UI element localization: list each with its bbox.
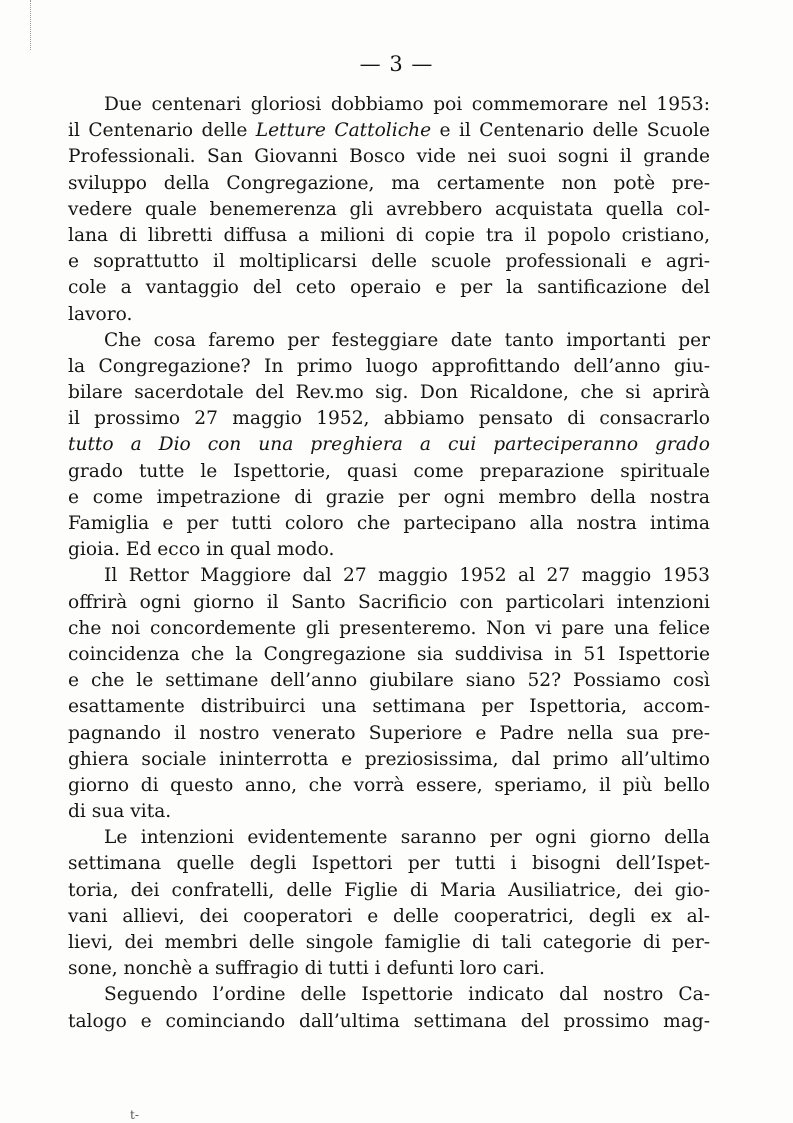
text-line — [68, 747, 710, 773]
text-line — [68, 459, 710, 485]
text-segment: esattamente distribuirci una settimana per Ispettoria, accom- — [68, 696, 710, 718]
text-segment: e soprattutto il moltiplicarsi delle scuole professionali e agri- — [68, 251, 710, 273]
text-segment: lana di libretti diffusa a milioni di copie tra il popolo cristiano, — [68, 224, 710, 246]
text-line — [68, 851, 710, 877]
text-segment: toria, dei confratelli, delle Figlie di Maria Ausiliatrice, dei gio- — [68, 879, 710, 901]
text-segment: pagnando il nostro venerato Superiore e Padre nella sua pre- — [68, 722, 710, 744]
text-line — [68, 144, 710, 170]
text-line — [68, 904, 710, 930]
text-line — [68, 1009, 710, 1035]
italic-text: Letture Cattoliche — [255, 120, 432, 142]
text-line — [68, 328, 710, 354]
text-segment: Professionali. San Giovanni Bosco vide nei suoi sogni il grande — [68, 146, 710, 168]
text-segment: che noi concordemente gli presenteremo. Non vi pare una felice — [68, 617, 710, 639]
text-segment: e il Centenario delle Scuole — [431, 120, 711, 142]
margin-dotted-mark — [30, 0, 33, 50]
text-segment: Che cosa faremo per festeggiare date tanto importanti per — [104, 329, 710, 351]
text-line — [68, 773, 710, 799]
text-segment: e che le settimane dell’anno giubilare siano 52? Possiamo così — [68, 670, 710, 692]
page-number: — 3 — — [359, 52, 434, 76]
text-segment: il Centenario delle — [68, 120, 256, 142]
text-segment: grado tutte le Ispettorie, quasi come preparazione spirituale — [68, 460, 710, 482]
text-line — [68, 563, 710, 589]
text-segment: Due centenari gloriosi dobbiamo poi commemorare nel 1953: — [104, 94, 710, 115]
text-line — [68, 982, 710, 1008]
text-segment: vedere quale benemerenza gli avrebbero acquistata quella col- — [68, 198, 710, 220]
text-segment: talogo e cominciando dall’ultima settimana del prossimo mag- — [68, 1010, 710, 1032]
text-segment: bilare sacerdotale del Rev.mo sig. Don Ricaldone, che si aprirà — [68, 382, 710, 404]
body-text — [68, 92, 710, 1035]
text-segment: Seguendo l’ordine delle Ispettorie indicato dal nostro Ca- — [104, 984, 710, 1006]
text-line — [68, 302, 710, 328]
text-line — [68, 511, 710, 537]
bottom-scan-mark: t- — [130, 1108, 139, 1122]
text-line — [68, 223, 710, 249]
text-line — [68, 878, 710, 904]
text-segment: lievi, dei membri delle singole famiglie di tali categorie di per- — [68, 932, 710, 953]
text-segment: lavoro. — [68, 303, 133, 325]
text-segment: vani allievi, dei cooperatori e delle cooperatrici, degli ex al- — [68, 905, 710, 927]
text-line — [68, 694, 710, 720]
text-segment: Il Rettor Maggiore dal 27 maggio 1952 al 27 maggio 1953 — [104, 565, 710, 587]
text-segment: sone, nonchè a suffragio di tutti i defunti loro cari. — [68, 958, 545, 980]
text-line — [68, 406, 710, 432]
text-segment: settimana quelle degli Ispettori per tutti i bisogni dell’Ispet- — [68, 853, 710, 875]
text-line — [68, 930, 710, 956]
text-line — [68, 537, 710, 563]
text-segment: gioia. Ed ecco in qual modo. — [68, 539, 335, 561]
text-line — [68, 380, 710, 406]
text-line — [68, 171, 710, 197]
text-line — [68, 668, 710, 694]
text-line — [68, 275, 710, 301]
text-line — [68, 721, 710, 747]
text-segment: Famiglia e per tutti coloro che partecipano alla nostra intima — [68, 513, 710, 534]
text-line — [68, 799, 710, 825]
text-segment: e come impetrazione di grazie per ogni membro della nostra — [68, 486, 710, 508]
text-segment: di sua vita. — [68, 801, 172, 823]
text-line — [68, 485, 710, 511]
text-segment: la Congregazione? In primo luogo approfittando dell’anno giu- — [68, 355, 710, 377]
text-line — [68, 249, 710, 275]
text-line — [68, 590, 710, 616]
text-line — [68, 956, 710, 982]
text-segment: offrirà ogni giorno il Santo Sacrificio con particolari intenzioni — [68, 591, 710, 613]
text-line — [68, 197, 710, 223]
text-line — [68, 642, 710, 668]
text-segment: Le intenzioni evidentemente saranno per ogni giorno della — [104, 827, 710, 849]
text-line — [68, 825, 710, 851]
text-segment: ghiera sociale ininterrotta e preziosissima, dal primo all’ultimo — [68, 748, 710, 770]
text-segment: il prossimo 27 maggio 1952, abbiamo pensato di consacrarlo — [68, 408, 710, 430]
text-line — [68, 92, 710, 118]
text-segment: giorno di questo anno, che vorrà essere, speriamo, il più bello — [68, 774, 710, 796]
text-line — [68, 432, 710, 458]
text-segment: sviluppo della Congregazione, ma certamente non potè pre- — [68, 172, 710, 194]
text-segment: cole a vantaggio del ceto operaio e per la santificazione del — [68, 277, 710, 299]
text-line — [68, 118, 710, 144]
italic-text: tutto a Dio con una preghiera a cui parteciperanno grado — [68, 434, 710, 456]
text-line — [68, 616, 710, 642]
text-segment: coincidenza che la Congregazione sia suddivisa in 51 Ispettorie — [68, 643, 710, 665]
text-line — [68, 354, 710, 380]
